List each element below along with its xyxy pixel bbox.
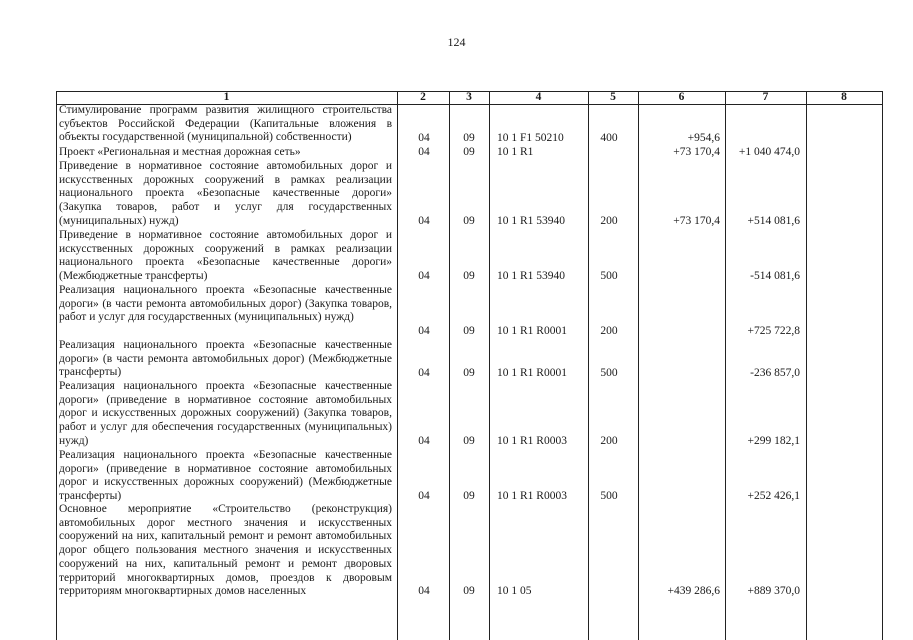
expense-type-code: 500 [600, 270, 618, 282]
row-description: Основное мероприятие «Строительство (реконструкция) автомобильных дорог местного значения и искусственных сооружений на них, капитальный ремонт и ремонт автомобильных дорог общего пользования местного значения и искусственных сооружений на них, капитальный ремонт и ремонт дворовых территорий многоквартирных домов, проездов к дворовым территориям многоквартирных домов населенных [59, 503, 392, 598]
amount-col7: +1 040 474,0 [738, 146, 800, 158]
row-description: Приведение в нормативное состояние автомобильных дорог и искусственных дорожных сооружений в рамках реализации национального проекта «Безопасные качественные дороги» (Межбюджетные трансферты) [59, 229, 392, 283]
expense-type-code: 200 [600, 325, 618, 337]
section-code: 04 [418, 585, 430, 597]
target-article-code: 10 1 R1 R0001 [497, 367, 567, 379]
section-code: 04 [418, 132, 430, 144]
column-divider [489, 91, 490, 640]
column-header: 3 [466, 91, 472, 103]
target-article-code: 10 1 R1 R0003 [497, 435, 567, 447]
page-number: 124 [447, 35, 466, 49]
expense-type-code: 200 [600, 435, 618, 447]
subsection-code: 09 [463, 367, 475, 379]
column-divider [882, 91, 883, 640]
subsection-code: 09 [463, 270, 475, 282]
expense-type-code: 400 [600, 132, 618, 144]
amount-col6: +439 286,6 [667, 585, 720, 597]
subsection-code: 09 [463, 215, 475, 227]
amount-col7: +252 426,1 [747, 490, 800, 502]
column-header: 7 [762, 91, 769, 103]
section-code: 04 [418, 146, 430, 158]
section-code: 04 [418, 435, 430, 447]
amount-col7: -236 857,0 [750, 367, 800, 379]
amount-col7: +299 182,1 [747, 435, 800, 447]
row-description: Приведение в нормативное состояние автомобильных дорог и искусственных дорожных сооружений в рамках реализации национального проекта «Безопасные качественные дороги» (Закупка товаров, работ и услуг для государственных (муниципальных) нужд) [59, 160, 392, 227]
column-divider [806, 91, 807, 640]
subsection-code: 09 [463, 146, 475, 158]
target-article-code: 10 1 R1 53940 [497, 270, 566, 282]
target-article-code: 10 1 R1 [497, 146, 534, 158]
section-code: 04 [418, 325, 430, 337]
column-divider [588, 91, 589, 640]
target-article-code: 10 1 R1 53940 [497, 215, 566, 227]
target-article-code: 10 1 05 [497, 585, 532, 597]
row-description: Стимулирование программ развития жилищного строительства субъектов Российской Федерации (Капитальные вложения в объекты государственной (муниципальной) собственности) [59, 104, 392, 144]
column-header: 5 [610, 91, 616, 103]
section-code: 04 [418, 215, 430, 227]
row-description: Реализация национального проекта «Безопасные качественные дороги» (приведение в нормативное состояние автомобильных дорог и искусственных дорожных сооружений) (Межбюджетные трансферты) [59, 449, 392, 503]
section-code: 04 [418, 490, 430, 502]
row-description: Проект «Региональная и местная дорожная сеть» [59, 146, 301, 158]
column-divider [449, 91, 450, 640]
row-description: Реализация национального проекта «Безопасные качественные дороги» (в части ремонта автомобильных дорог) (Закупка товаров, работ и услуг для государственных (муниципальных) нужд) [59, 284, 392, 324]
amount-col6: +73 170,4 [673, 146, 720, 158]
amount-col6: +954,6 [687, 132, 720, 144]
row-description: Реализация национального проекта «Безопасные качественные дороги» (приведение в нормативное состояние автомобильных дорог и искусственных дорожных сооружений) (Закупка товаров, работ и услуг для обеспечения государственных (муниципальных) нужд) [59, 380, 392, 447]
expense-type-code: 500 [600, 490, 618, 502]
amount-col7: +725 722,8 [747, 325, 800, 337]
column-divider [638, 91, 639, 640]
row-description: Реализация национального проекта «Безопасные качественные дороги» (в части ремонта автомобильных дорог) (Межбюджетные трансферты) [59, 339, 392, 379]
expense-type-code: 200 [600, 215, 618, 227]
column-header: 6 [678, 91, 685, 103]
column-header: 8 [841, 91, 847, 103]
column-divider [725, 91, 726, 640]
column-header: 2 [420, 91, 426, 103]
amount-col7: -514 081,6 [750, 270, 800, 282]
column-header: 4 [535, 91, 542, 103]
subsection-code: 09 [463, 325, 475, 337]
target-article-code: 10 1 R1 R0001 [497, 325, 567, 337]
subsection-code: 09 [463, 490, 475, 502]
subsection-code: 09 [463, 132, 475, 144]
amount-col6: +73 170,4 [673, 215, 720, 227]
subsection-code: 09 [463, 585, 475, 597]
column-divider [397, 91, 398, 640]
column-header: 1 [223, 91, 230, 103]
section-code: 04 [418, 367, 430, 379]
target-article-code: 10 1 R1 R0003 [497, 490, 567, 502]
expense-type-code: 500 [600, 367, 618, 379]
subsection-code: 09 [463, 435, 475, 447]
amount-col7: +889 370,0 [747, 585, 800, 597]
target-article-code: 10 1 F1 50210 [497, 132, 564, 144]
amount-col7: +514 081,6 [747, 215, 800, 227]
section-code: 04 [418, 270, 430, 282]
